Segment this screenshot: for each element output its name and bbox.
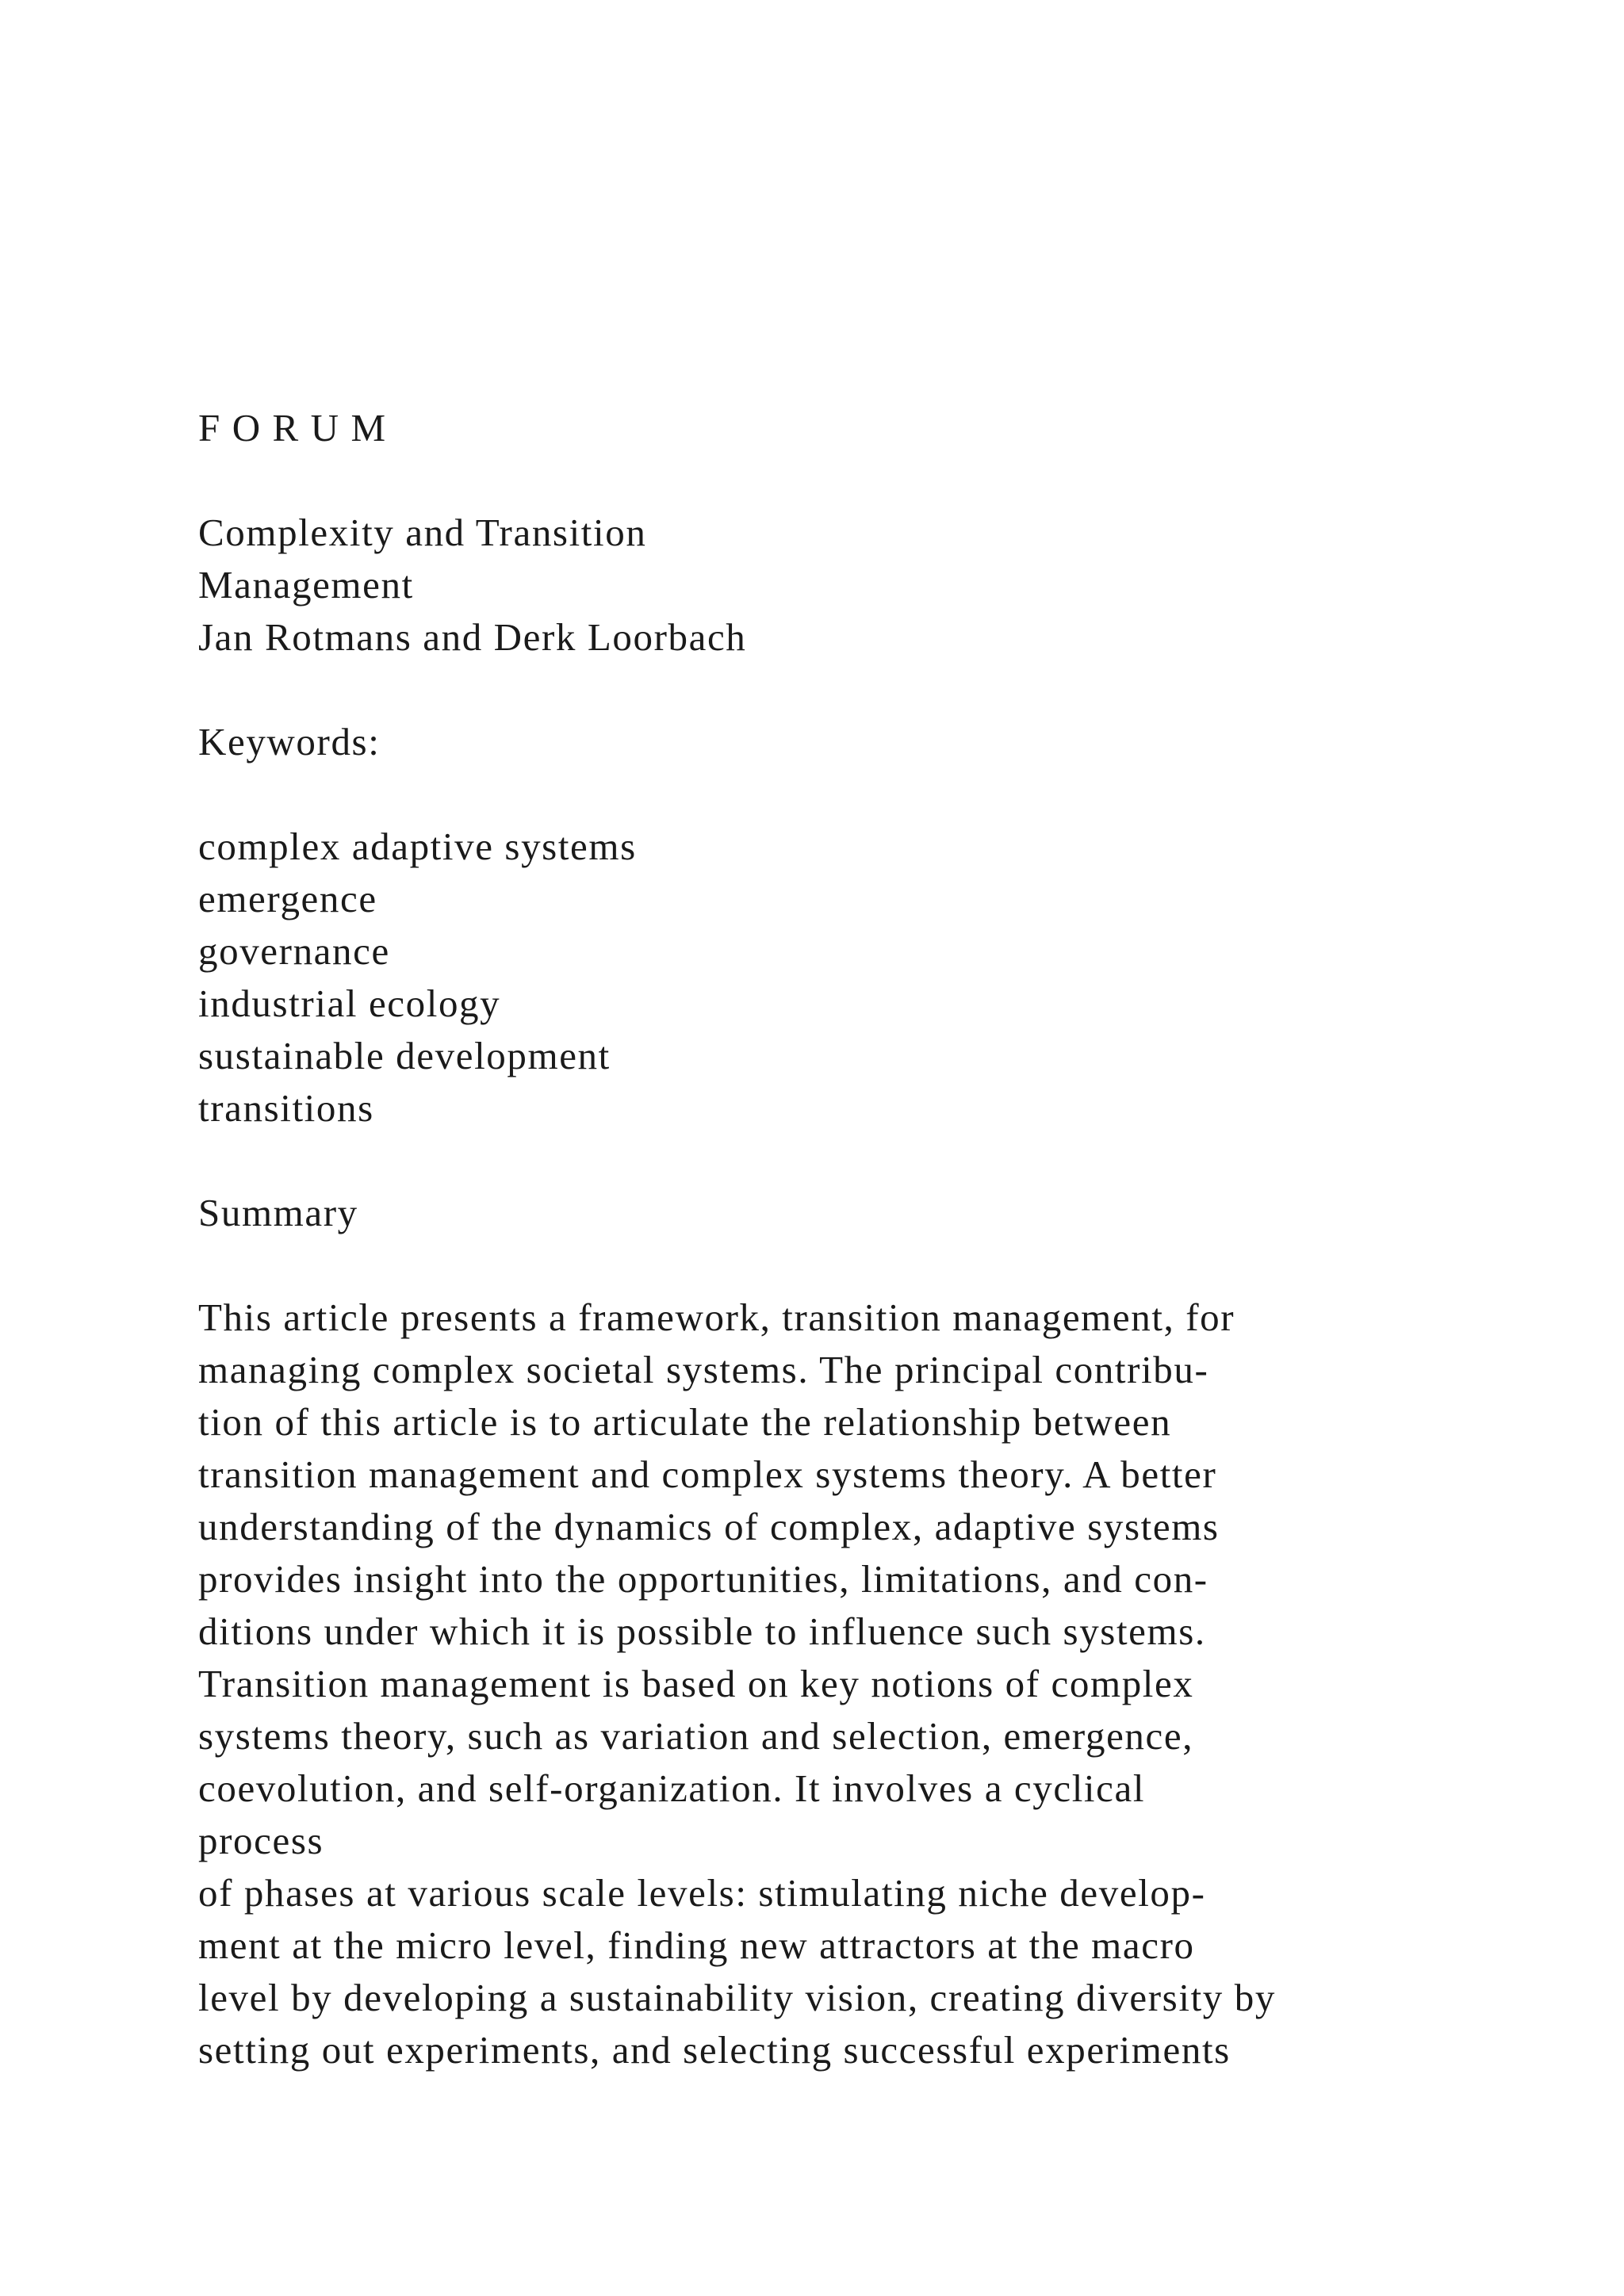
keywords-heading: Keywords: (198, 720, 381, 763)
summary-line: managing complex societal systems. The principal contribu- (198, 1348, 1209, 1391)
summary-line: coevolution, and self-organization. It involves a cyclical (198, 1766, 1146, 1810)
summary-line: process (198, 1819, 324, 1862)
title-line-2: Management (198, 563, 414, 607)
spacer (198, 1239, 1546, 1292)
article-body (198, 402, 1546, 2076)
keyword-item: industrial ecology (198, 982, 501, 1025)
keyword-item: governance (198, 929, 390, 973)
summary-line: tion of this article is to articulate the relationship between (198, 1400, 1172, 1444)
section-label: F O R U M (198, 406, 387, 450)
summary-line: systems theory, such as variation and selection, emergence, (198, 1714, 1194, 1758)
title-line-1: Complexity and Transition (198, 511, 647, 554)
spacer (198, 1135, 1546, 1187)
article-title (198, 507, 1546, 611)
summary-heading: Summary (198, 1191, 358, 1234)
summary-line: This article presents a framework, transition management, for (198, 1295, 1235, 1339)
summary-line: setting out experiments, and selecting successful experiments (198, 2028, 1231, 2072)
summary-line: understanding of the dynamics of complex, adaptive systems (198, 1505, 1220, 1548)
summary-line: of phases at various scale levels: stimulating niche develop- (198, 1871, 1206, 1915)
keyword-item: complex adaptive systems (198, 825, 637, 868)
keyword-item: sustainable development (198, 1034, 611, 1077)
keywords-list (198, 821, 1546, 1135)
summary-line: provides insight into the opportunities, limitations, and con- (198, 1557, 1208, 1601)
summary-line: transition management and complex systems theory. A better (198, 1452, 1217, 1496)
summary-paragraph (198, 1292, 1546, 2076)
summary-line: Transition management is based on key notions of complex (198, 1662, 1194, 1705)
keyword-item: emergence (198, 877, 377, 920)
summary-line: ditions under which it is possible to influence such systems. (198, 1609, 1206, 1653)
spacer (198, 664, 1546, 716)
keyword-item: transitions (198, 1086, 374, 1130)
summary-line: ment at the micro level, finding new attractors at the macro (198, 1923, 1195, 1967)
summary-line: level by developing a sustainability vision, creating diversity by (198, 1976, 1276, 2019)
spacer (198, 454, 1546, 507)
spacer (198, 768, 1546, 821)
article-authors: Jan Rotmans and Derk Loorbach (198, 615, 747, 659)
